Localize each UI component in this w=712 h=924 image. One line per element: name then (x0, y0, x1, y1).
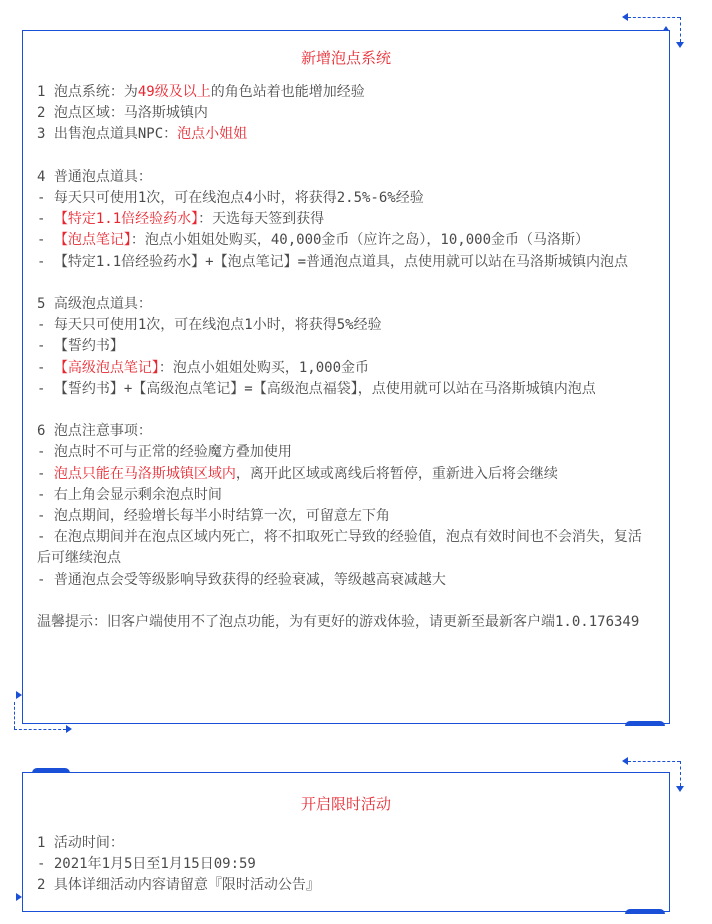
text-line (37, 506, 655, 527)
text-segment: 2 具体详细活动内容请留意『限时活动公告』 (37, 877, 320, 894)
text-line (37, 485, 655, 506)
arrow-left-icon (622, 13, 628, 21)
text-segment: 的角色站着也能增加经验 (210, 84, 365, 100)
text-segment: - 普通泡点会受等级影响导致获得的经验衰减，等级越高衰减越大 (37, 571, 446, 588)
text-segment: 1 活动时间： (37, 835, 124, 851)
text-segment: - 每天只可使用1次，可在线泡点4小时，将获得2.5%-6%经验 (37, 190, 424, 206)
text-segment: - 泡点期间，经验增长每半小时结算一次，可留意左下角 (37, 508, 390, 525)
text-line (37, 188, 655, 209)
highlight-text: 泡点小姐姐 (177, 126, 248, 143)
text-line (37, 252, 655, 273)
arrow-right-icon (16, 691, 22, 699)
text-line (37, 315, 655, 336)
highlight-text: 49级及以上 (137, 84, 211, 100)
text-line (37, 527, 655, 569)
text-line (37, 103, 655, 124)
text-segment: 5 高级泡点道具： (37, 296, 152, 312)
arrow-down-icon (676, 42, 684, 48)
top-right-connector-vertical (680, 761, 681, 786)
highlight-text: 【高级泡点笔记】 (53, 359, 159, 376)
text-line (37, 230, 655, 251)
text-line (37, 294, 655, 315)
blank-line (37, 146, 655, 167)
text-line (37, 854, 655, 875)
panel-tab-bottom (625, 909, 665, 914)
text-segment: 3 出售泡点道具NPC： (37, 126, 178, 143)
text-segment: - 【誓约书】+【高级泡点笔记】=【高级泡点福袋】，点使用就可以站在马洛斯城镇内泡点 (37, 380, 596, 397)
text-segment: - 在泡点期间并在泡点区域内死亡，将不扣取死亡导致的经验值，泡点有效时间也不会消失，复活后可继续泡点 (37, 529, 642, 567)
text-line (37, 612, 655, 633)
text-line (37, 421, 655, 442)
text-line (37, 82, 655, 103)
text-line (37, 209, 655, 230)
panel-title: 新增泡点系统 (300, 49, 391, 67)
text-segment: - 2021年1月5日至1月15日09:59 (37, 856, 256, 873)
text-line (37, 124, 655, 145)
text-segment: 2 泡点区域：马洛斯城镇内 (37, 105, 208, 122)
text-segment: ：泡点小姐姐处购买，1,000金币 (158, 359, 370, 376)
text-segment: - (37, 465, 54, 482)
text-segment: 温馨提示：旧客户端使用不了泡点功能，为有更好的游戏体验，请更新至最新客户端1.0.176349 (37, 614, 640, 631)
text-segment: - (37, 359, 54, 376)
bottom-left-connector-vertical (14, 702, 15, 729)
text-line (37, 336, 655, 357)
arrow-down-icon (676, 786, 684, 792)
top-right-connector-vertical (680, 17, 681, 42)
panel-tab-bottom (625, 721, 665, 726)
text-line (37, 358, 655, 379)
text-segment: ，离开此区域或离线后将暂停，重新进入后将会继续 (235, 465, 558, 482)
blank-line (37, 591, 655, 612)
text-segment: 4 普通泡点道具： (37, 168, 152, 185)
text-line (37, 570, 655, 591)
text-segment: - (37, 211, 54, 228)
panel-content (23, 82, 669, 633)
text-segment: ：天选每天签到获得 (198, 211, 325, 228)
panel-new-afk-system (22, 30, 670, 724)
panel-limited-event (22, 772, 670, 912)
text-segment: - 右上角会显示剩余泡点时间 (37, 486, 222, 503)
text-line (37, 833, 655, 854)
text-segment: - (37, 232, 54, 249)
top-right-connector (628, 761, 680, 762)
text-line (37, 379, 655, 400)
highlight-text: 【特定1.1倍经验药水】 (53, 211, 199, 228)
arrow-left-icon (622, 757, 628, 765)
text-segment: - 泡点时不可与正常的经验魔方叠加使用 (37, 444, 292, 461)
highlight-text: 泡点只能在马洛斯城镇区域内 (53, 465, 236, 482)
blank-line (37, 273, 655, 294)
highlight-text: 【泡点笔记】 (53, 232, 131, 249)
text-segment: 1 泡点系统：为 (37, 84, 138, 100)
panel-content (23, 833, 669, 897)
text-segment: 6 泡点注意事项： (37, 423, 152, 440)
blank-line (37, 400, 655, 421)
panel-title: 开启限时活动 (300, 795, 391, 813)
text-segment: - 【特定1.1倍经验药水】+【泡点笔记】=普通泡点道具，点使用就可以站在马洛斯城镇内泡点 (37, 253, 628, 270)
text-segment: ：泡点小姐姐处购买，40,000金币（应许之岛），10,000金币（马洛斯） (130, 232, 590, 249)
top-right-connector (628, 17, 680, 18)
arrow-right-icon (16, 893, 22, 901)
text-segment: - 每天只可使用1次，可在线泡点1小时，将获得5%经验 (37, 317, 382, 334)
bottom-left-connector (14, 729, 66, 730)
text-segment: - 【誓约书】 (37, 338, 124, 355)
text-line (37, 875, 655, 896)
text-line (37, 167, 655, 188)
arrow-right-icon (66, 725, 72, 733)
text-line (37, 442, 655, 463)
text-line (37, 464, 655, 485)
